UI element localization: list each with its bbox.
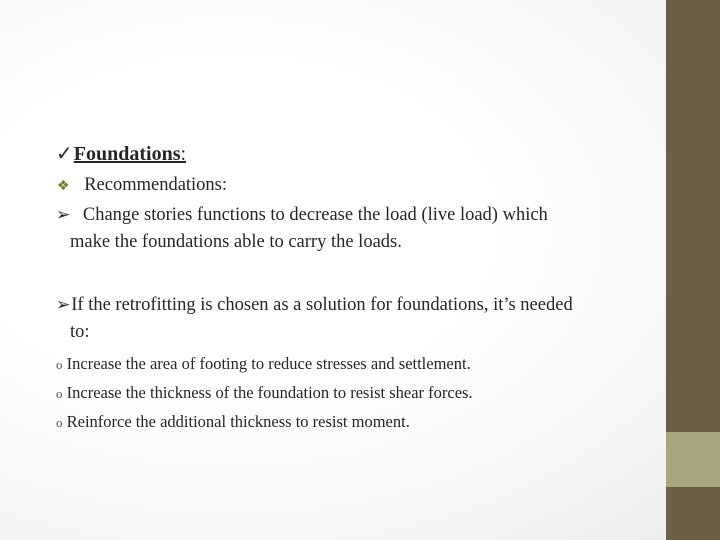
circle-bullet-icon: o xyxy=(56,357,63,372)
change-item-text-line1: Change stories functions to decrease the load (live load) which xyxy=(82,205,548,225)
checkmark-icon: ✓ xyxy=(56,143,73,165)
heading-foundations xyxy=(56,141,186,166)
diamond-bullet-icon: ❖ xyxy=(57,179,70,194)
sub-item xyxy=(56,412,410,432)
heading-colon: : xyxy=(180,143,187,165)
retrofit-item-text-line2: to: xyxy=(70,322,90,342)
retrofit-item-text-line1: If the retrofitting is chosen as a solution for foundations, it’s needed xyxy=(71,295,573,315)
sub-item-text: Increase the thickness of the foundation to resist shear forces. xyxy=(66,383,473,402)
sub-item-text: Increase the area of footing to reduce stresses and settlement. xyxy=(66,354,471,373)
side-bar-dark-bottom xyxy=(666,487,720,540)
circle-bullet-icon: o xyxy=(56,415,63,430)
sub-item xyxy=(56,354,471,374)
recommendations-item xyxy=(57,175,227,196)
sub-item xyxy=(56,383,473,403)
recommendations-label: Recommendations: xyxy=(84,175,228,195)
arrow-bullet-icon: ➢ xyxy=(56,205,71,224)
retrofit-item xyxy=(56,295,573,316)
circle-bullet-icon: o xyxy=(56,386,63,401)
sub-item-text: Reinforce the additional thickness to resist moment. xyxy=(66,412,410,431)
side-bar-light xyxy=(666,432,720,487)
side-bar-dark-top xyxy=(666,0,720,432)
change-item-text-line2: make the foundations able to carry the loads. xyxy=(70,232,402,252)
change-item xyxy=(56,205,548,226)
heading-title: Foundations xyxy=(73,143,181,165)
arrow-bullet-icon: ➢ xyxy=(56,295,71,314)
